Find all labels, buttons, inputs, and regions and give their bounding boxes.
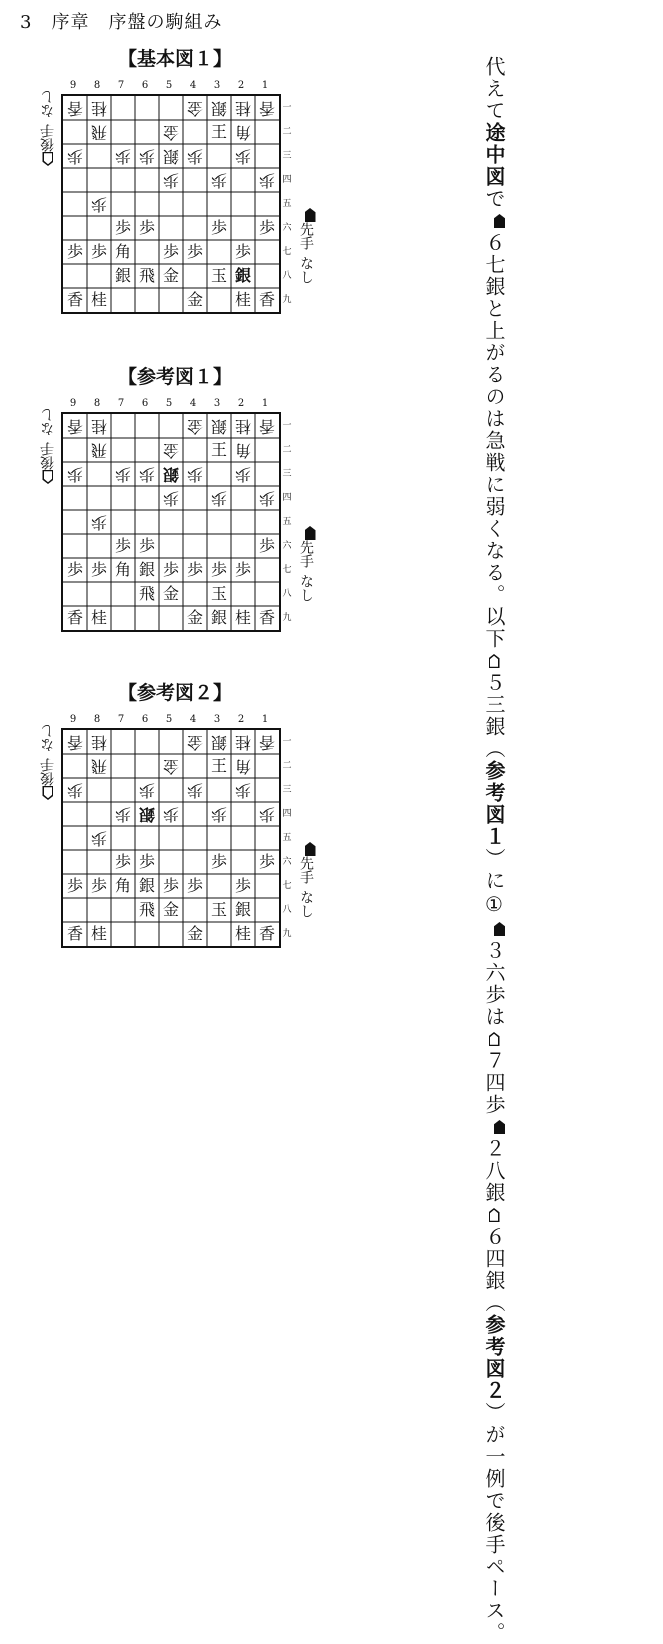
sente-hand-value: なし xyxy=(298,890,314,918)
file-label: 2 xyxy=(237,398,245,409)
sente-piece: 銀 xyxy=(234,266,251,285)
sente-piece-icon xyxy=(305,842,316,856)
file-label: 1 xyxy=(261,80,269,91)
gote-piece-icon xyxy=(43,152,54,166)
sente-piece: 金 xyxy=(186,608,203,627)
commentary-segment: ５三銀（ xyxy=(482,672,506,760)
sente-piece: 歩 xyxy=(114,536,131,555)
commentary-segment: 代えて xyxy=(482,56,506,122)
diagram-title: 【参考図２】 xyxy=(117,682,232,704)
gote-piece: 金 xyxy=(187,99,204,118)
commentary-text xyxy=(478,56,509,1644)
sente-piece: 角 xyxy=(114,242,131,261)
gote-piece-icon xyxy=(489,1208,500,1222)
file-label: 6 xyxy=(141,714,149,725)
sente-piece: 桂 xyxy=(90,608,107,627)
sente-piece: 歩 xyxy=(234,560,251,579)
gote-hand-value: なし xyxy=(40,90,56,118)
gote-hand-value: なし xyxy=(40,724,56,752)
gote-piece: 飛 xyxy=(91,441,108,460)
file-label: 2 xyxy=(237,80,245,91)
file-label: 5 xyxy=(165,398,173,409)
sente-piece: 歩 xyxy=(114,218,131,237)
shogi-diagram xyxy=(30,362,320,662)
gote-piece: 桂 xyxy=(91,417,108,436)
gote-piece: 歩 xyxy=(187,781,204,800)
sente-piece: 王 xyxy=(210,440,227,459)
gote-hand xyxy=(38,408,58,484)
gote-piece: 歩 xyxy=(163,171,180,190)
sente-hand-value: なし xyxy=(298,256,314,284)
commentary-segment: ① xyxy=(482,892,506,918)
file-label: 9 xyxy=(69,714,77,725)
figure-reference: 参考図２ xyxy=(482,1314,506,1402)
gote-piece: 歩 xyxy=(91,513,108,532)
sente-label: 先手 xyxy=(298,222,314,250)
gote-piece: 歩 xyxy=(67,465,84,484)
file-label: 8 xyxy=(93,398,101,409)
gote-piece: 歩 xyxy=(67,147,84,166)
sente-piece: 玉 xyxy=(210,584,227,603)
file-labels xyxy=(61,714,277,726)
gote-piece: 歩 xyxy=(163,805,180,824)
gote-piece: 金 xyxy=(187,733,204,752)
gote-piece: 銀 xyxy=(211,417,228,436)
rank-label: 九 xyxy=(282,294,292,305)
gote-piece: 歩 xyxy=(211,171,228,190)
gote-piece: 歩 xyxy=(259,171,276,190)
rank-label: 三 xyxy=(282,784,292,795)
sente-piece: 歩 xyxy=(210,560,227,579)
sente-piece: 玉 xyxy=(210,266,227,285)
gote-piece: 歩 xyxy=(139,147,156,166)
sente-piece: 歩 xyxy=(138,536,155,555)
gote-label: 後手 xyxy=(40,758,56,786)
rank-label: 三 xyxy=(282,150,292,161)
diagram-title: 【基本図１】 xyxy=(117,48,232,70)
file-label: 6 xyxy=(141,80,149,91)
gote-piece: 香 xyxy=(67,733,84,752)
rank-label: 一 xyxy=(282,736,292,747)
gote-piece-icon xyxy=(43,470,54,484)
sente-piece: 歩 xyxy=(234,876,251,895)
gote-piece: 歩 xyxy=(163,489,180,508)
rank-label: 二 xyxy=(282,444,292,455)
gote-piece: 角 xyxy=(235,441,252,460)
rank-labels xyxy=(280,728,294,944)
file-label: 4 xyxy=(189,714,197,725)
gote-hand xyxy=(38,90,58,166)
gote-piece: 香 xyxy=(67,417,84,436)
file-label: 1 xyxy=(261,714,269,725)
file-label: 7 xyxy=(117,714,125,725)
sente-piece: 飛 xyxy=(138,584,155,603)
rank-label: 四 xyxy=(282,174,292,185)
page-header: 3 序章 序盤の駒組み xyxy=(20,12,223,33)
gote-piece: 歩 xyxy=(115,805,132,824)
commentary-segment: ７四歩 xyxy=(482,1050,506,1116)
rank-label: 五 xyxy=(282,832,292,843)
sente-piece-icon xyxy=(494,214,505,228)
gote-piece: 歩 xyxy=(115,147,132,166)
rank-label: 七 xyxy=(282,564,292,575)
sente-piece-icon xyxy=(494,1120,505,1134)
file-label: 2 xyxy=(237,714,245,725)
sente-piece-icon xyxy=(494,922,505,936)
rank-label: 五 xyxy=(282,516,292,527)
shogi-diagram xyxy=(30,678,320,978)
rank-label: 八 xyxy=(282,904,292,915)
gote-piece: 桂 xyxy=(91,99,108,118)
file-label: 7 xyxy=(117,398,125,409)
gote-piece-icon xyxy=(43,786,54,800)
gote-piece: 歩 xyxy=(91,195,108,214)
rank-label: 八 xyxy=(282,270,292,281)
sente-piece: 歩 xyxy=(186,242,203,261)
figure-reference: 参考図１ xyxy=(482,760,506,848)
sente-piece: 金 xyxy=(162,584,179,603)
sente-piece: 歩 xyxy=(258,218,275,237)
sente-piece: 歩 xyxy=(210,218,227,237)
commentary-segment: ３六歩は xyxy=(482,940,506,1028)
gote-piece: 歩 xyxy=(235,781,252,800)
gote-piece: 歩 xyxy=(187,465,204,484)
file-label: 4 xyxy=(189,80,197,91)
commentary-segment: ６七銀と上がるのは急戦に弱くなる。以下 xyxy=(482,232,506,650)
commentary-segment: で xyxy=(482,188,506,210)
sente-piece: 角 xyxy=(114,876,131,895)
shogi-board xyxy=(61,412,281,632)
commentary-segment: ６四銀（ xyxy=(482,1226,506,1314)
gote-label: 後手 xyxy=(40,442,56,470)
rank-label: 六 xyxy=(282,222,292,233)
gote-piece: 角 xyxy=(235,757,252,776)
sente-piece: 香 xyxy=(258,608,275,627)
file-label: 8 xyxy=(93,714,101,725)
gote-piece: 金 xyxy=(187,417,204,436)
sente-piece: 角 xyxy=(114,560,131,579)
gote-piece: 金 xyxy=(163,123,180,142)
rank-label: 八 xyxy=(282,588,292,599)
sente-piece: 王 xyxy=(210,756,227,775)
sente-piece: 桂 xyxy=(234,290,251,309)
sente-piece: 銀 xyxy=(138,560,155,579)
rank-label: 二 xyxy=(282,126,292,137)
gote-piece: 歩 xyxy=(91,829,108,848)
sente-piece: 歩 xyxy=(210,852,227,871)
sente-piece: 香 xyxy=(66,608,83,627)
sente-piece: 歩 xyxy=(138,218,155,237)
shogi-diagram xyxy=(30,44,320,344)
gote-piece: 香 xyxy=(67,99,84,118)
rank-label: 一 xyxy=(282,102,292,113)
sente-piece: 歩 xyxy=(162,876,179,895)
gote-hand-value: なし xyxy=(40,408,56,436)
file-label: 4 xyxy=(189,398,197,409)
rank-label: 六 xyxy=(282,856,292,867)
sente-piece: 歩 xyxy=(162,242,179,261)
rank-label: 九 xyxy=(282,928,292,939)
gote-piece: 銀 xyxy=(163,147,180,166)
sente-piece: 銀 xyxy=(234,900,251,919)
gote-piece: 金 xyxy=(163,441,180,460)
sente-piece: 歩 xyxy=(186,560,203,579)
sente-piece: 歩 xyxy=(258,536,275,555)
sente-piece: 金 xyxy=(186,924,203,943)
rank-label: 六 xyxy=(282,540,292,551)
gote-piece: 歩 xyxy=(211,489,228,508)
sente-label: 先手 xyxy=(298,540,314,568)
sente-piece: 歩 xyxy=(258,852,275,871)
file-label: 3 xyxy=(213,714,221,725)
sente-piece: 歩 xyxy=(186,876,203,895)
commentary-segment: ）が一例で後手ペース。 xyxy=(482,1402,506,1644)
gote-piece: 桂 xyxy=(235,417,252,436)
sente-hand xyxy=(296,526,316,602)
rank-label: 七 xyxy=(282,880,292,891)
sente-hand-value: なし xyxy=(298,574,314,602)
sente-piece: 香 xyxy=(66,924,83,943)
gote-piece: 桂 xyxy=(235,99,252,118)
commentary-segment: ）に xyxy=(482,848,506,892)
commentary-segment: ２八銀 xyxy=(482,1138,506,1204)
sente-piece: 桂 xyxy=(90,290,107,309)
gote-piece: 銀 xyxy=(139,805,156,824)
sente-piece: 金 xyxy=(186,290,203,309)
rank-label: 二 xyxy=(282,760,292,771)
sente-piece: 王 xyxy=(210,122,227,141)
gote-piece: 歩 xyxy=(139,465,156,484)
file-label: 7 xyxy=(117,80,125,91)
file-label: 5 xyxy=(165,80,173,91)
gote-piece: 桂 xyxy=(235,733,252,752)
rank-label: 七 xyxy=(282,246,292,257)
gote-piece: 歩 xyxy=(139,781,156,800)
rank-label: 四 xyxy=(282,492,292,503)
sente-piece: 歩 xyxy=(90,242,107,261)
sente-piece: 歩 xyxy=(90,876,107,895)
sente-piece: 桂 xyxy=(234,924,251,943)
gote-piece-icon xyxy=(489,1032,500,1046)
file-labels xyxy=(61,80,277,92)
rank-label: 五 xyxy=(282,198,292,209)
gote-piece: 香 xyxy=(259,99,276,118)
gote-piece: 金 xyxy=(163,757,180,776)
sente-label: 先手 xyxy=(298,856,314,884)
sente-piece: 歩 xyxy=(66,560,83,579)
diagram-title: 【参考図１】 xyxy=(117,366,232,388)
rank-labels xyxy=(280,94,294,310)
file-label: 3 xyxy=(213,80,221,91)
sente-piece: 歩 xyxy=(138,852,155,871)
gote-piece-icon xyxy=(489,654,500,668)
file-label: 1 xyxy=(261,398,269,409)
sente-piece-icon xyxy=(305,208,316,222)
sente-piece: 飛 xyxy=(138,900,155,919)
sente-piece: 歩 xyxy=(114,852,131,871)
sente-piece: 歩 xyxy=(234,242,251,261)
file-label: 6 xyxy=(141,398,149,409)
rank-label: 一 xyxy=(282,420,292,431)
sente-piece: 桂 xyxy=(234,608,251,627)
rank-label: 九 xyxy=(282,612,292,623)
gote-piece: 歩 xyxy=(235,147,252,166)
gote-piece: 飛 xyxy=(91,757,108,776)
sente-hand xyxy=(296,208,316,284)
file-label: 5 xyxy=(165,714,173,725)
gote-piece: 香 xyxy=(259,733,276,752)
file-label: 3 xyxy=(213,398,221,409)
gote-piece: 歩 xyxy=(115,465,132,484)
sente-piece: 歩 xyxy=(162,560,179,579)
sente-piece: 銀 xyxy=(210,608,227,627)
gote-piece: 歩 xyxy=(67,781,84,800)
sente-piece: 玉 xyxy=(210,900,227,919)
file-label: 9 xyxy=(69,80,77,91)
gote-piece: 銀 xyxy=(211,99,228,118)
shogi-board xyxy=(61,728,281,948)
gote-piece: 歩 xyxy=(187,147,204,166)
sente-piece: 歩 xyxy=(90,560,107,579)
rank-label: 三 xyxy=(282,468,292,479)
gote-piece: 銀 xyxy=(163,465,180,484)
sente-piece: 桂 xyxy=(90,924,107,943)
file-labels xyxy=(61,398,277,410)
file-label: 8 xyxy=(93,80,101,91)
sente-piece: 金 xyxy=(162,900,179,919)
shogi-board xyxy=(61,94,281,314)
sente-piece: 香 xyxy=(66,290,83,309)
sente-piece: 銀 xyxy=(138,876,155,895)
sente-piece: 歩 xyxy=(66,876,83,895)
gote-piece: 飛 xyxy=(91,123,108,142)
gote-piece: 銀 xyxy=(211,733,228,752)
gote-piece: 歩 xyxy=(259,489,276,508)
gote-piece: 桂 xyxy=(91,733,108,752)
gote-piece: 香 xyxy=(259,417,276,436)
gote-piece: 歩 xyxy=(259,805,276,824)
sente-hand xyxy=(296,842,316,918)
gote-piece: 歩 xyxy=(235,465,252,484)
gote-label: 後手 xyxy=(40,124,56,152)
gote-hand xyxy=(38,724,58,800)
sente-piece: 金 xyxy=(162,266,179,285)
sente-piece: 銀 xyxy=(114,266,131,285)
gote-piece: 角 xyxy=(235,123,252,142)
sente-piece: 飛 xyxy=(138,266,155,285)
rank-label: 四 xyxy=(282,808,292,819)
gote-piece: 歩 xyxy=(211,805,228,824)
rank-labels xyxy=(280,412,294,628)
sente-piece-icon xyxy=(305,526,316,540)
sente-piece: 香 xyxy=(258,290,275,309)
file-label: 9 xyxy=(69,398,77,409)
sente-piece: 歩 xyxy=(66,242,83,261)
figure-reference: 途中図 xyxy=(482,122,506,188)
sente-piece: 香 xyxy=(258,924,275,943)
